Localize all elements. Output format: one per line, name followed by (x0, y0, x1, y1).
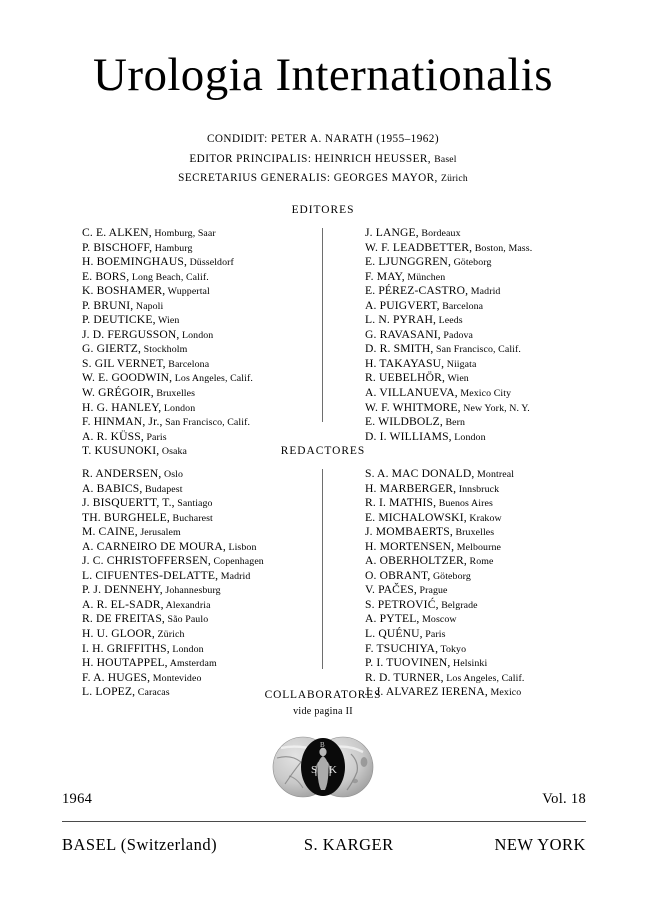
person-entry (82, 226, 322, 241)
person-entry (82, 525, 322, 540)
person-affiliation: Barcelona (439, 300, 484, 312)
person-entry (365, 511, 615, 526)
publisher-city-newyork: NEW YORK (494, 835, 586, 854)
horizontal-rule (62, 821, 586, 822)
person-name: T. KUSUNOKI, (82, 444, 160, 458)
person-entry (365, 386, 615, 401)
person-affiliation: Paris (143, 431, 167, 443)
person-affiliation: Melbourne (454, 541, 501, 553)
person-name: P. DEUTICKE, (82, 313, 156, 327)
person-entry (365, 482, 615, 497)
person-affiliation: Tokyo (438, 643, 467, 655)
person-entry (82, 671, 322, 686)
person-entry (365, 401, 615, 416)
person-name: A. OBERHOLTZER, (365, 554, 467, 568)
person-entry (365, 255, 615, 270)
person-entry (82, 299, 322, 314)
collaboratores-heading: COLLABORATORES (264, 689, 382, 701)
person-name: O. OBRANT, (365, 568, 431, 582)
person-affiliation: Niigata (444, 358, 477, 370)
person-name: D. R. SMITH, (365, 342, 434, 356)
person-affiliation: London (161, 402, 196, 414)
person-name: A. PYTEL, (365, 612, 420, 626)
person-name: W. F. LEADBETTER, (365, 240, 473, 254)
person-affiliation: New York, N. Y. (460, 402, 530, 414)
column-divider (322, 469, 323, 669)
person-name: H. BOEMINGHAUS, (82, 255, 187, 269)
imprint-city: Basel (434, 153, 457, 165)
person-entry (82, 540, 322, 555)
masthead (0, 49, 646, 101)
person-name: E. WILDBOLZ, (365, 415, 443, 429)
person-affiliation: Hamburg (152, 242, 193, 254)
person-entry (365, 642, 615, 657)
person-affiliation: Padova (440, 329, 474, 341)
person-entry (82, 401, 322, 416)
person-entry (365, 496, 615, 511)
person-name: M. CAINE, (82, 525, 138, 539)
publisher-footer (62, 835, 586, 855)
person-entry (365, 671, 615, 686)
person-affiliation: Madrid (468, 286, 501, 298)
person-entry (82, 255, 322, 270)
person-entry (82, 415, 322, 430)
person-name: F. MAY, (365, 269, 405, 283)
imprint-line-editor-principalis (0, 150, 646, 170)
person-name: P. J. DENNEHY, (82, 583, 163, 597)
person-affiliation: Johannesburg (162, 585, 221, 597)
person-entry (82, 598, 322, 613)
column-divider (322, 228, 323, 422)
person-entry (365, 226, 615, 241)
person-name: G. GIERTZ, (82, 342, 142, 356)
person-name: L. N. PYRAH, (365, 313, 437, 327)
person-affiliation: Prague (416, 585, 448, 597)
person-entry (365, 415, 615, 430)
person-name: L. CIFUENTES-DELATTE, (82, 568, 219, 582)
imprint-label: CONDIDIT: PETER A. NARATH (1955–1962) (206, 133, 440, 145)
person-affiliation: Buenos Aires (436, 498, 493, 510)
person-affiliation: Zürich (154, 629, 185, 641)
person-affiliation: Bordeaux (418, 228, 461, 239)
person-affiliation: Lisbon (225, 541, 257, 553)
person-entry (365, 299, 615, 314)
person-entry (82, 284, 322, 299)
person-name: D. I. WILLIAMS, (365, 429, 452, 443)
person-name: W. GRÉGOIR, (82, 386, 154, 400)
person-entry (365, 598, 615, 613)
person-affiliation: Los Angeles, Calif. (443, 672, 525, 684)
person-affiliation: Alexandria (163, 599, 211, 611)
person-entry (82, 511, 322, 526)
person-name: F. HINMAN, Jr., (82, 415, 163, 429)
imprint-line-condidit (0, 130, 646, 150)
person-affiliation: London (169, 643, 204, 655)
person-entry (82, 357, 322, 372)
person-name: J. BISQUERTT, T., (82, 496, 175, 510)
person-entry (365, 270, 615, 285)
person-affiliation: Mexico (487, 687, 522, 699)
person-affiliation: Innsbruck (456, 483, 500, 495)
person-name: I. H. GRIFFITHS, (82, 641, 170, 655)
journal-title: Urologia Internationalis (93, 49, 553, 101)
person-name: R. D. TURNER, (365, 670, 444, 684)
person-affiliation: Madrid (218, 570, 251, 582)
person-affiliation: Oslo (161, 469, 184, 480)
person-entry (365, 554, 615, 569)
person-entry (365, 313, 615, 328)
person-affiliation: Montreal (474, 469, 515, 480)
person-name: S. A. MAC DONALD, (365, 467, 475, 480)
person-name: H. U. GLOOR, (82, 627, 155, 641)
publication-year: 1964 (62, 791, 93, 807)
person-affiliation: San Francisco, Calif. (162, 417, 251, 429)
person-entry (365, 241, 615, 256)
person-entry (365, 583, 615, 598)
person-affiliation: Stockholm (141, 344, 188, 356)
person-name: S. GIL VERNET, (82, 356, 166, 370)
editores-list (0, 226, 646, 459)
person-name: P. BRUNI, (82, 298, 134, 312)
redactores-column-right (365, 467, 615, 700)
person-entry (82, 467, 322, 482)
redactores-column-left (82, 467, 322, 700)
person-affiliation: Bucharest (169, 512, 213, 524)
person-affiliation: Jerusalem (137, 527, 181, 539)
section-heading-redactores: REDACTORES (280, 445, 366, 457)
person-entry (365, 612, 615, 627)
person-affiliation: München (404, 271, 446, 283)
editores-column-right (365, 226, 615, 459)
person-name: TH. BURGHELE, (82, 510, 170, 524)
person-name: A. BABICS, (82, 481, 143, 495)
person-name: H. G. HANLEY, (82, 400, 162, 414)
person-name: G. RAVASANI, (365, 327, 441, 341)
person-entry (365, 430, 615, 445)
person-affiliation: Paris (422, 629, 446, 641)
person-entry (82, 656, 322, 671)
person-entry (365, 328, 615, 343)
person-entry (82, 313, 322, 328)
person-entry (365, 525, 615, 540)
person-affiliation: Leeds (436, 315, 463, 327)
person-name: J. LANGE, (365, 226, 419, 239)
person-affiliation: Boston, Mass. (472, 242, 533, 254)
person-affiliation: Mexico City (457, 388, 512, 400)
person-entry (82, 583, 322, 598)
person-affiliation: Rome (466, 556, 494, 568)
person-name: A. R. KÜSS, (82, 429, 144, 443)
person-affiliation: Bruxelles (153, 388, 196, 400)
person-name: W. E. GOODWIN, (82, 371, 173, 385)
person-name: E. MICHALOWSKI, (365, 510, 467, 524)
person-name: A. VILLANUEVA, (365, 386, 458, 400)
person-name: R. DE FREITAS, (82, 612, 165, 626)
person-entry (365, 371, 615, 386)
person-name: R. UEBELHÖR, (365, 371, 446, 385)
person-name: P. I. TUOVINEN, (365, 656, 451, 670)
person-entry (82, 496, 322, 511)
person-name: J. MOMBAERTS, (365, 525, 453, 539)
person-entry (82, 569, 322, 584)
person-affiliation: Wuppertal (165, 286, 210, 298)
person-entry (82, 482, 322, 497)
person-name: W. F. WHITMORE, (365, 400, 461, 414)
person-affiliation: Long Beach, Calif. (129, 271, 209, 283)
imprint-city: Zürich (441, 173, 468, 184)
person-affiliation: Los Angeles, Calif. (172, 373, 253, 385)
person-name: J. C. CHRISTOFFERSEN, (82, 554, 211, 568)
person-affiliation: Düsseldorf (187, 257, 234, 269)
imprint-line-secretarius-generalis (0, 169, 646, 189)
person-entry (82, 328, 322, 343)
person-entry (365, 627, 615, 642)
person-entry (82, 554, 322, 569)
person-entry (82, 270, 322, 285)
person-name: F. TSUCHIYA, (365, 641, 439, 655)
person-name: R. I. MATHIS, (365, 496, 437, 510)
person-entry (82, 371, 322, 386)
person-name: J. D. FERGUSSON, (82, 327, 180, 341)
person-affiliation: Homburg, Saar (151, 228, 216, 239)
person-name: A. R. EL-SADR, (82, 597, 164, 611)
person-affiliation: Bruxelles (452, 527, 495, 539)
person-entry (82, 627, 322, 642)
person-affiliation: Montevideo (150, 672, 202, 684)
person-name: A. PUIGVERT, (365, 298, 440, 312)
person-affiliation: San Francisco, Calif. (433, 344, 521, 356)
person-affiliation: Wien (155, 315, 180, 327)
volume-number: Vol. 18 (542, 791, 586, 807)
person-name: H. MARBERGER, (365, 481, 457, 495)
person-name: J. J. ALVAREZ IERENA, (365, 685, 488, 699)
person-entry (365, 467, 615, 482)
person-entry (365, 357, 615, 372)
person-name: E. BORS, (82, 269, 130, 283)
person-affiliation: Napoli (133, 300, 164, 312)
person-affiliation: Göteborg (451, 257, 492, 269)
imprint-block (0, 130, 646, 189)
publisher-city-basel: BASEL (Switzerland) (62, 835, 218, 854)
person-name: H. TAKAYASU, (365, 356, 445, 370)
imprint-label: EDITOR PRINCIPALIS: HEINRICH HEUSSER, (189, 152, 432, 165)
person-affiliation: Wien (445, 373, 469, 385)
person-affiliation: Krakow (466, 512, 502, 524)
logo-right-initial: K (329, 764, 337, 776)
person-name: R. ANDERSEN, (82, 467, 162, 480)
person-affiliation: Moscow (419, 614, 457, 626)
person-name: V. PAČES, (365, 583, 417, 597)
section-heading-editores: EDITORES (291, 204, 355, 216)
person-entry (82, 612, 322, 627)
redactores-list (0, 467, 646, 700)
person-name: L. QUÉNU, (365, 627, 423, 641)
year-volume-row (62, 791, 586, 808)
person-name: H. MORTENSEN, (365, 539, 455, 553)
logo-left-initial: S (311, 764, 318, 776)
person-name: A. CARNEIRO DE MOURA, (82, 539, 226, 553)
person-affiliation: Osaka (159, 446, 188, 458)
person-affiliation: London (179, 329, 214, 341)
person-entry (82, 386, 322, 401)
person-entry (365, 342, 615, 357)
person-name: K. BOSHAMER, (82, 284, 166, 298)
person-affiliation: Bern (442, 417, 466, 429)
person-name: L. LOPEZ, (82, 685, 136, 699)
publisher-name: S. KARGER (303, 835, 394, 854)
person-affiliation: London (451, 431, 486, 443)
person-entry (365, 540, 615, 555)
person-affiliation: Helsinki (450, 658, 488, 670)
person-name: S. PETROVIĆ, (365, 597, 439, 611)
person-entry (365, 656, 615, 671)
editores-column-left (82, 226, 322, 459)
person-affiliation: Copenhagen (210, 556, 264, 568)
collaboratores-block (0, 689, 646, 717)
person-affiliation: Caracas (135, 687, 170, 699)
person-affiliation: Santiago (174, 498, 213, 510)
logo-top-initial: B (320, 741, 325, 749)
person-name: E. PÉREZ-CASTRO, (365, 284, 469, 298)
person-name: P. BISCHOFF, (82, 240, 153, 254)
person-affiliation: Budapest (142, 483, 183, 495)
person-entry (365, 284, 615, 299)
person-affiliation: São Paulo (164, 614, 209, 626)
person-name: C. E. ALKEN, (82, 226, 152, 239)
person-name: F. A. HUGES, (82, 670, 151, 684)
person-entry (82, 642, 322, 657)
person-entry (365, 569, 615, 584)
person-entry (82, 430, 322, 445)
person-name: H. HOUTAPPEL, (82, 656, 168, 670)
collaboratores-reference: vide pagina II (293, 706, 353, 717)
person-affiliation: Barcelona (165, 358, 210, 370)
person-name: E. LJUNGGREN, (365, 255, 451, 269)
person-affiliation: Amsterdam (167, 658, 217, 670)
person-affiliation: Belgrade (438, 599, 478, 611)
person-entry (82, 342, 322, 357)
person-entry (82, 241, 322, 256)
person-affiliation: Göteborg (430, 570, 471, 582)
imprint-label: SECRETARIUS GENERALIS: GEORGES MAYOR, (178, 172, 438, 184)
